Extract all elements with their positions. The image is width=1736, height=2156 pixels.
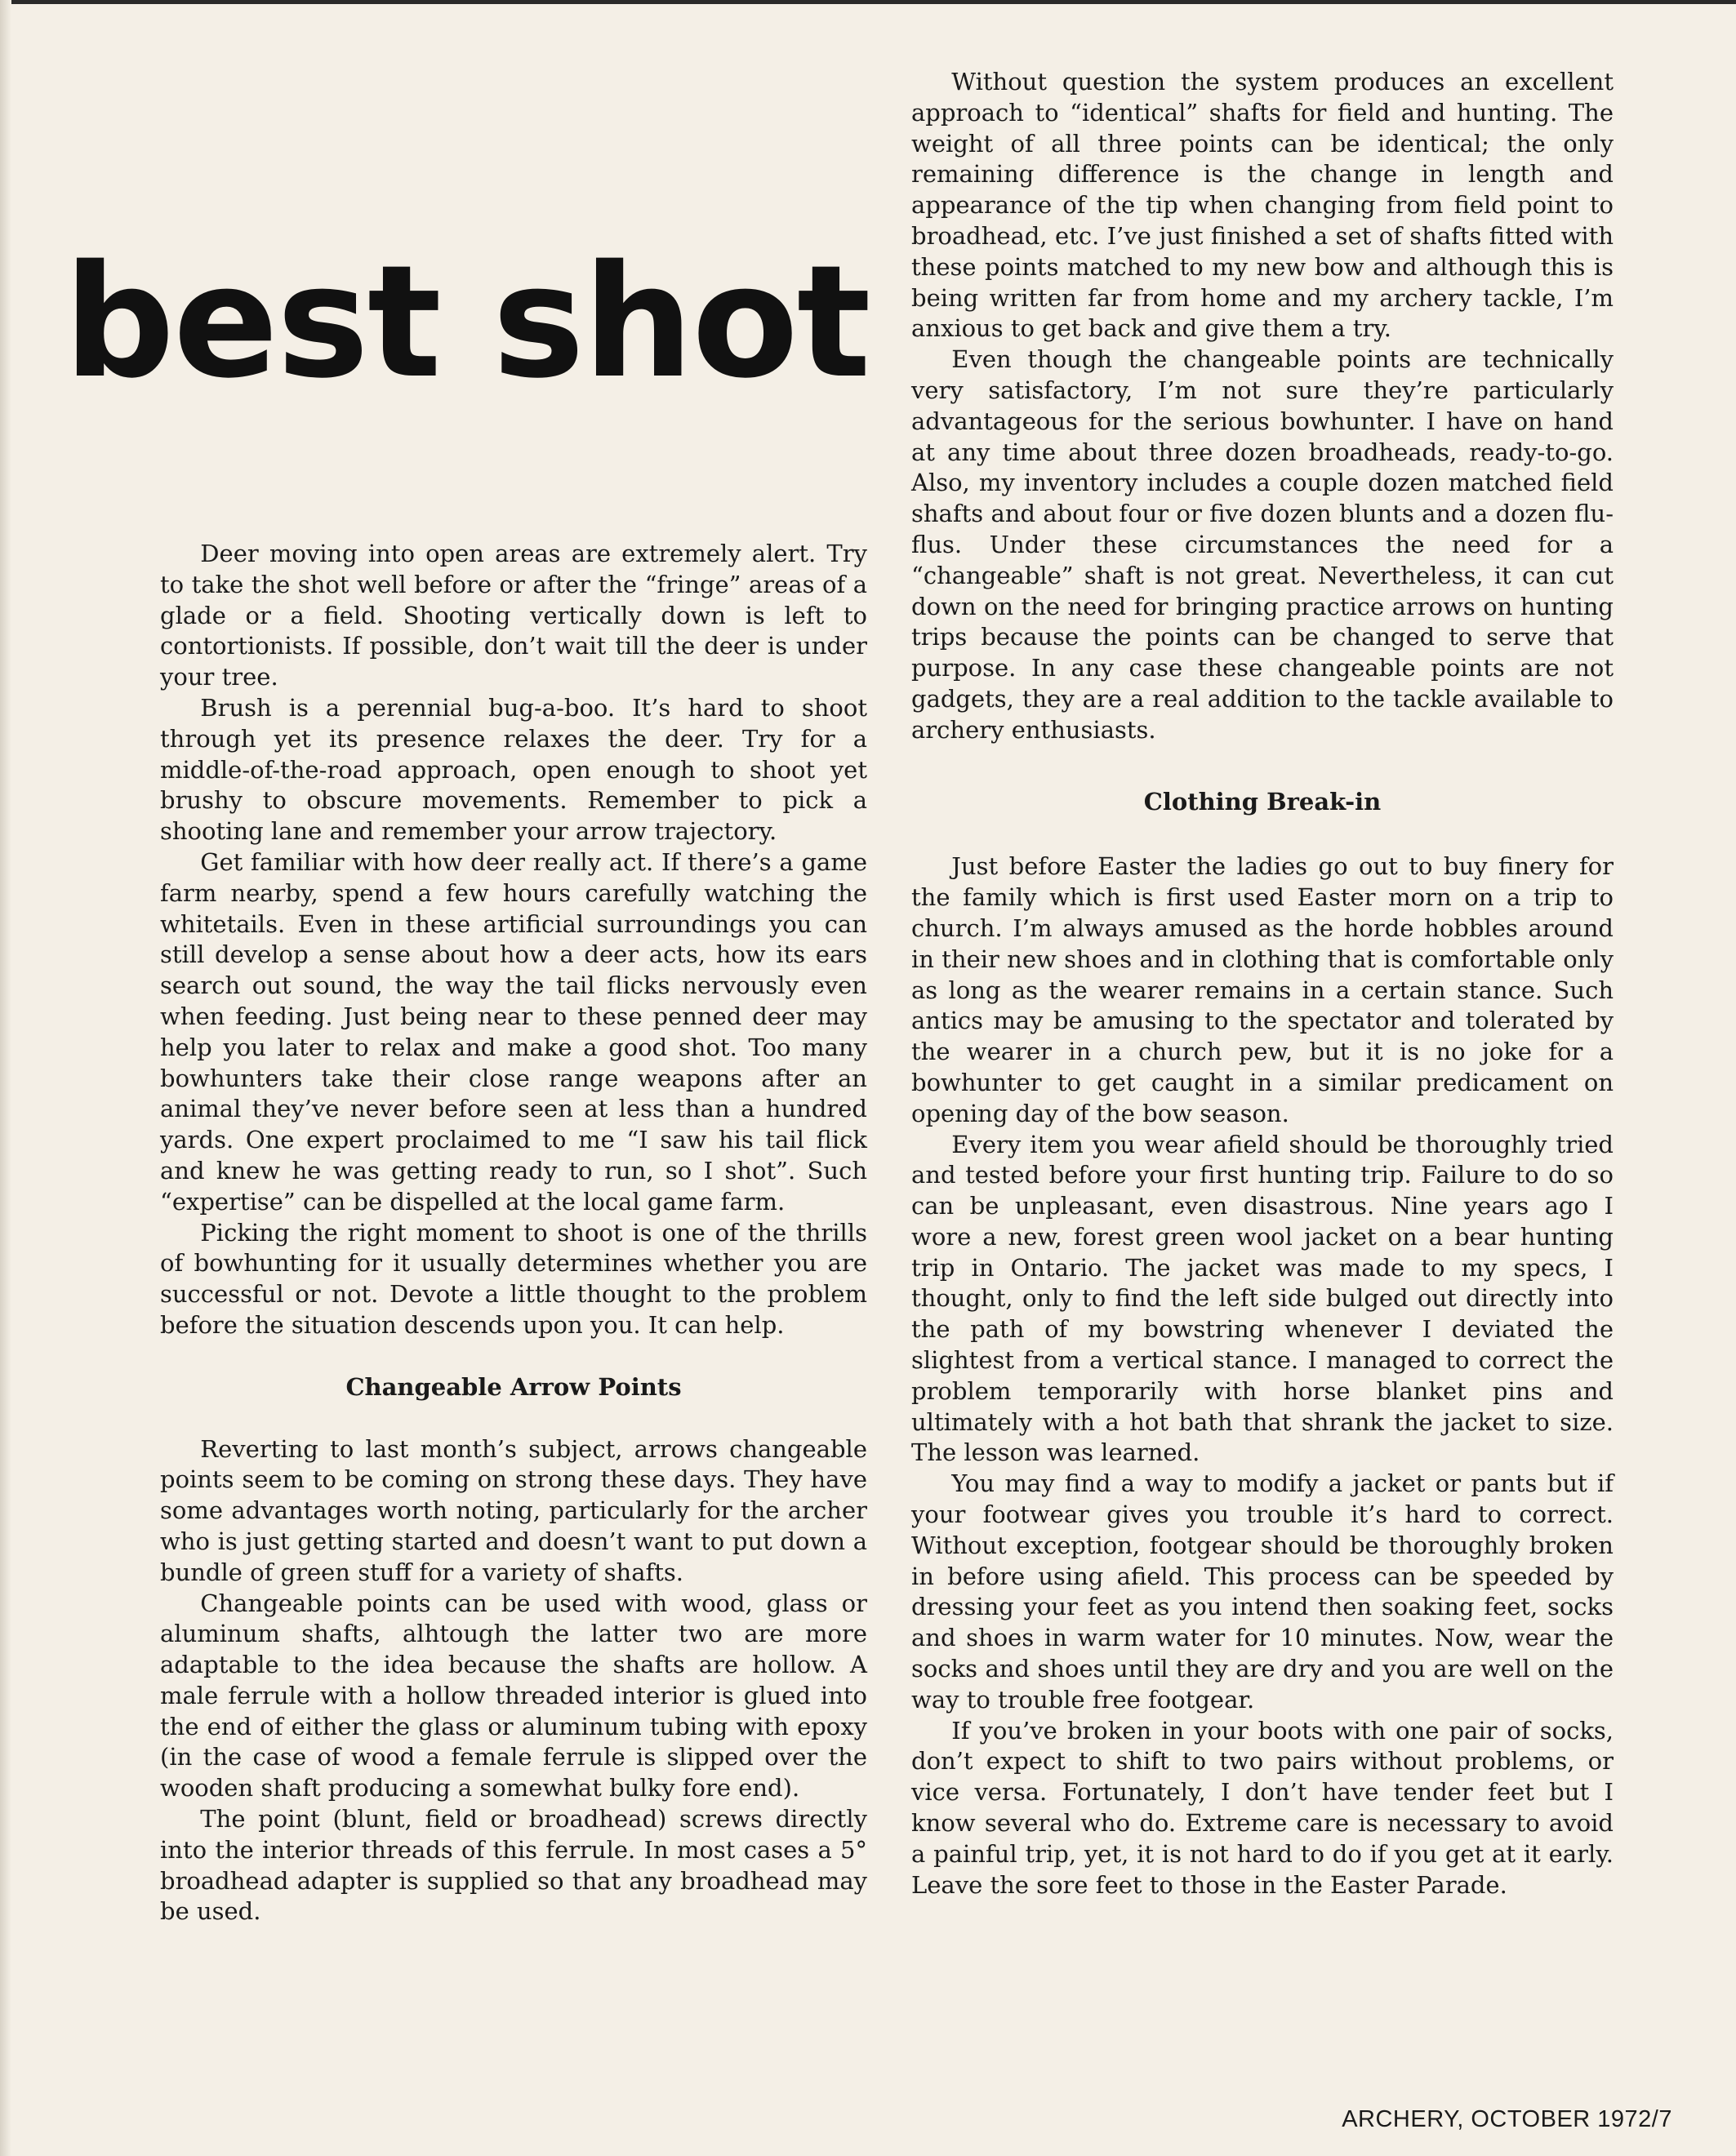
paragraph: Changeable points can be used with wood, glass or aluminum shafts, alhtough the latter two are more adaptable to the idea because the shafts are hollow. A male ferrule with a hollow threaded interior is glued into the end of either the glass or aluminum tubing with epoxy (in the case of wood a female ferrule is slipped over the wooden shaft producing a somewhat bulky fore end). bbox=[160, 1589, 867, 1803]
paragraph: Brush is a perennial bug-a-boo. It’s hard to shoot through yet its presence relaxes the deer. Try for a middle-of-the-road approach, open enough to shoot yet brushy to obscure movements. Remember to pick a shooting lane and remember your arrow trajectory. bbox=[160, 693, 867, 846]
paragraph: The point (blunt, field or broadhead) screws directly into the interior threads of this ferrule. In most cases a 5° broadhead adapter is supplied so that any broadhead may be used. bbox=[160, 1805, 867, 1926]
paragraph: You may find a way to modify a jacket or pants but if your footwear gives you trouble it’s hard to correct. Without exception, footgear should be thoroughly broken in before using afield. This process can be speeded by dressing your feet as you intend then soaking feet, socks and shoes in warm water for 10 minutes. Now, wear the socks and shoes until they are dry and you are well on the way to trouble free footgear. bbox=[911, 1469, 1614, 1714]
right-column bbox=[911, 67, 1614, 1900]
section-heading-changeable-arrow-points: Changeable Arrow Points bbox=[345, 1372, 682, 1401]
top-rule bbox=[0, 0, 1736, 4]
page-edge-shadow bbox=[0, 0, 11, 2156]
paragraph: Deer moving into open areas are extremely alert. Try to take the shot well before or after the “fringe” areas of a glade or a field. Shooting vertically down is left to contortionists. If possible, don’t wait till the deer is under your tree. bbox=[160, 540, 867, 691]
paragraph: Just before Easter the ladies go out to buy finery for the family which is first used Easter morn on a trip to church. I’m always amused as the horde hobbles around in their new shoes and in clothing that is comfortable only as long as the wearer remains in a certain stance. Such antics may be amusing to the spectator and tolerated by the wearer in a church pew, but it is no joke for a bowhunter to get caught in a similar predicament on opening day of the bow season. bbox=[911, 852, 1614, 1127]
paragraph: Without question the system produces an excellent approach to “identical” shafts for field and hunting. The weight of all three points can be identical; the only remaining difference is the change in length and appearance of the tip when changing from field point to broadhead, etc. I’ve just finished a set of shafts fitted with these points matched to my new bow and although this is being written far from home and my archery tackle, I’m anxious to get back and give them a try. bbox=[911, 68, 1614, 343]
paragraph: If you’ve broken in your boots with one pair of socks, don’t expect to shift to two pairs without problems, or vice versa. Fortunately, I don’t have tender feet but I know several who do. Extreme care is necessary to avoid a painful trip, yet, it is not hard to do if you get at it early. Leave the sore feet to those in the Easter Parade. bbox=[911, 1716, 1614, 1899]
paragraph: Reverting to last month’s subject, arrows changeable points seem to be coming on strong these days. They have some advantages worth noting, particularly for the archer who is just getting started and doesn’t want to put down a bundle of green stuff for a variety of shafts. bbox=[160, 1434, 867, 1586]
page-folio: ARCHERY, OCTOBER 1972/7 bbox=[1342, 2106, 1672, 2132]
paragraph: Picking the right moment to shoot is one of the thrills of bowhunting for it usually determines whether you are successful or not. Devote a little thought to the problem before the situation descends upon you. It can help. bbox=[160, 1218, 867, 1339]
article-headline: best shot bbox=[64, 232, 870, 412]
paragraph: Every item you wear afield should be thoroughly tried and tested before your first hunting trip. Failure to do so can be unpleasant, even disastrous. Nine years ago I wore a new, forest green wool jacket on a bear hunting trip in Ontario. The jacket was made to my specs, I thought, only to find the left side bulged out directly into the path of my bowstring whenever I deviated the slightest from a vertical stance. I managed to correct the problem temporarily with horse blanket pins and ultimately with a hot bath that shrank the jacket to size. The lesson was learned. bbox=[911, 1130, 1614, 1467]
paragraph: Get familiar with how deer really act. If there’s a game farm nearby, spend a few hours carefully watching the whitetails. Even in these artificial surroundings you can still develop a sense about how a deer acts, how its ears search out sound, the way the tail flicks nervously even when feeding. Just being near to these penned deer may help you later to relax and make a good shot. Too many bowhunters take their close range weapons after an animal they’ve never before seen at less than a hundred yards. One expert proclaimed to me “I saw his tail flick and knew he was getting ready to run, so I shot”. Such “expertise” can be dispelled at the local game farm. bbox=[160, 847, 867, 1216]
section-heading-clothing-break-in: Clothing Break-in bbox=[1143, 787, 1382, 816]
paragraph: Even though the changeable points are technically very satisfactory, I’m not sure they’re particularly advantageous for the serious bowhunter. I have on hand at any time about three dozen broadheads, ready-to-go. Also, my inventory includes a couple dozen matched field shafts and about four or five dozen blunts and a dozen flu-flus. Under these circumstances the need for a “changeable” shaft is not great. Nevertheless, it can cut down on the need for bringing practice arrows on hunting trips because the points can be changed to serve that purpose. In any case these changeable points are not gadgets, they are a real addition to the tackle available to archery enthusiasts. bbox=[911, 345, 1614, 744]
left-column bbox=[160, 539, 867, 1927]
